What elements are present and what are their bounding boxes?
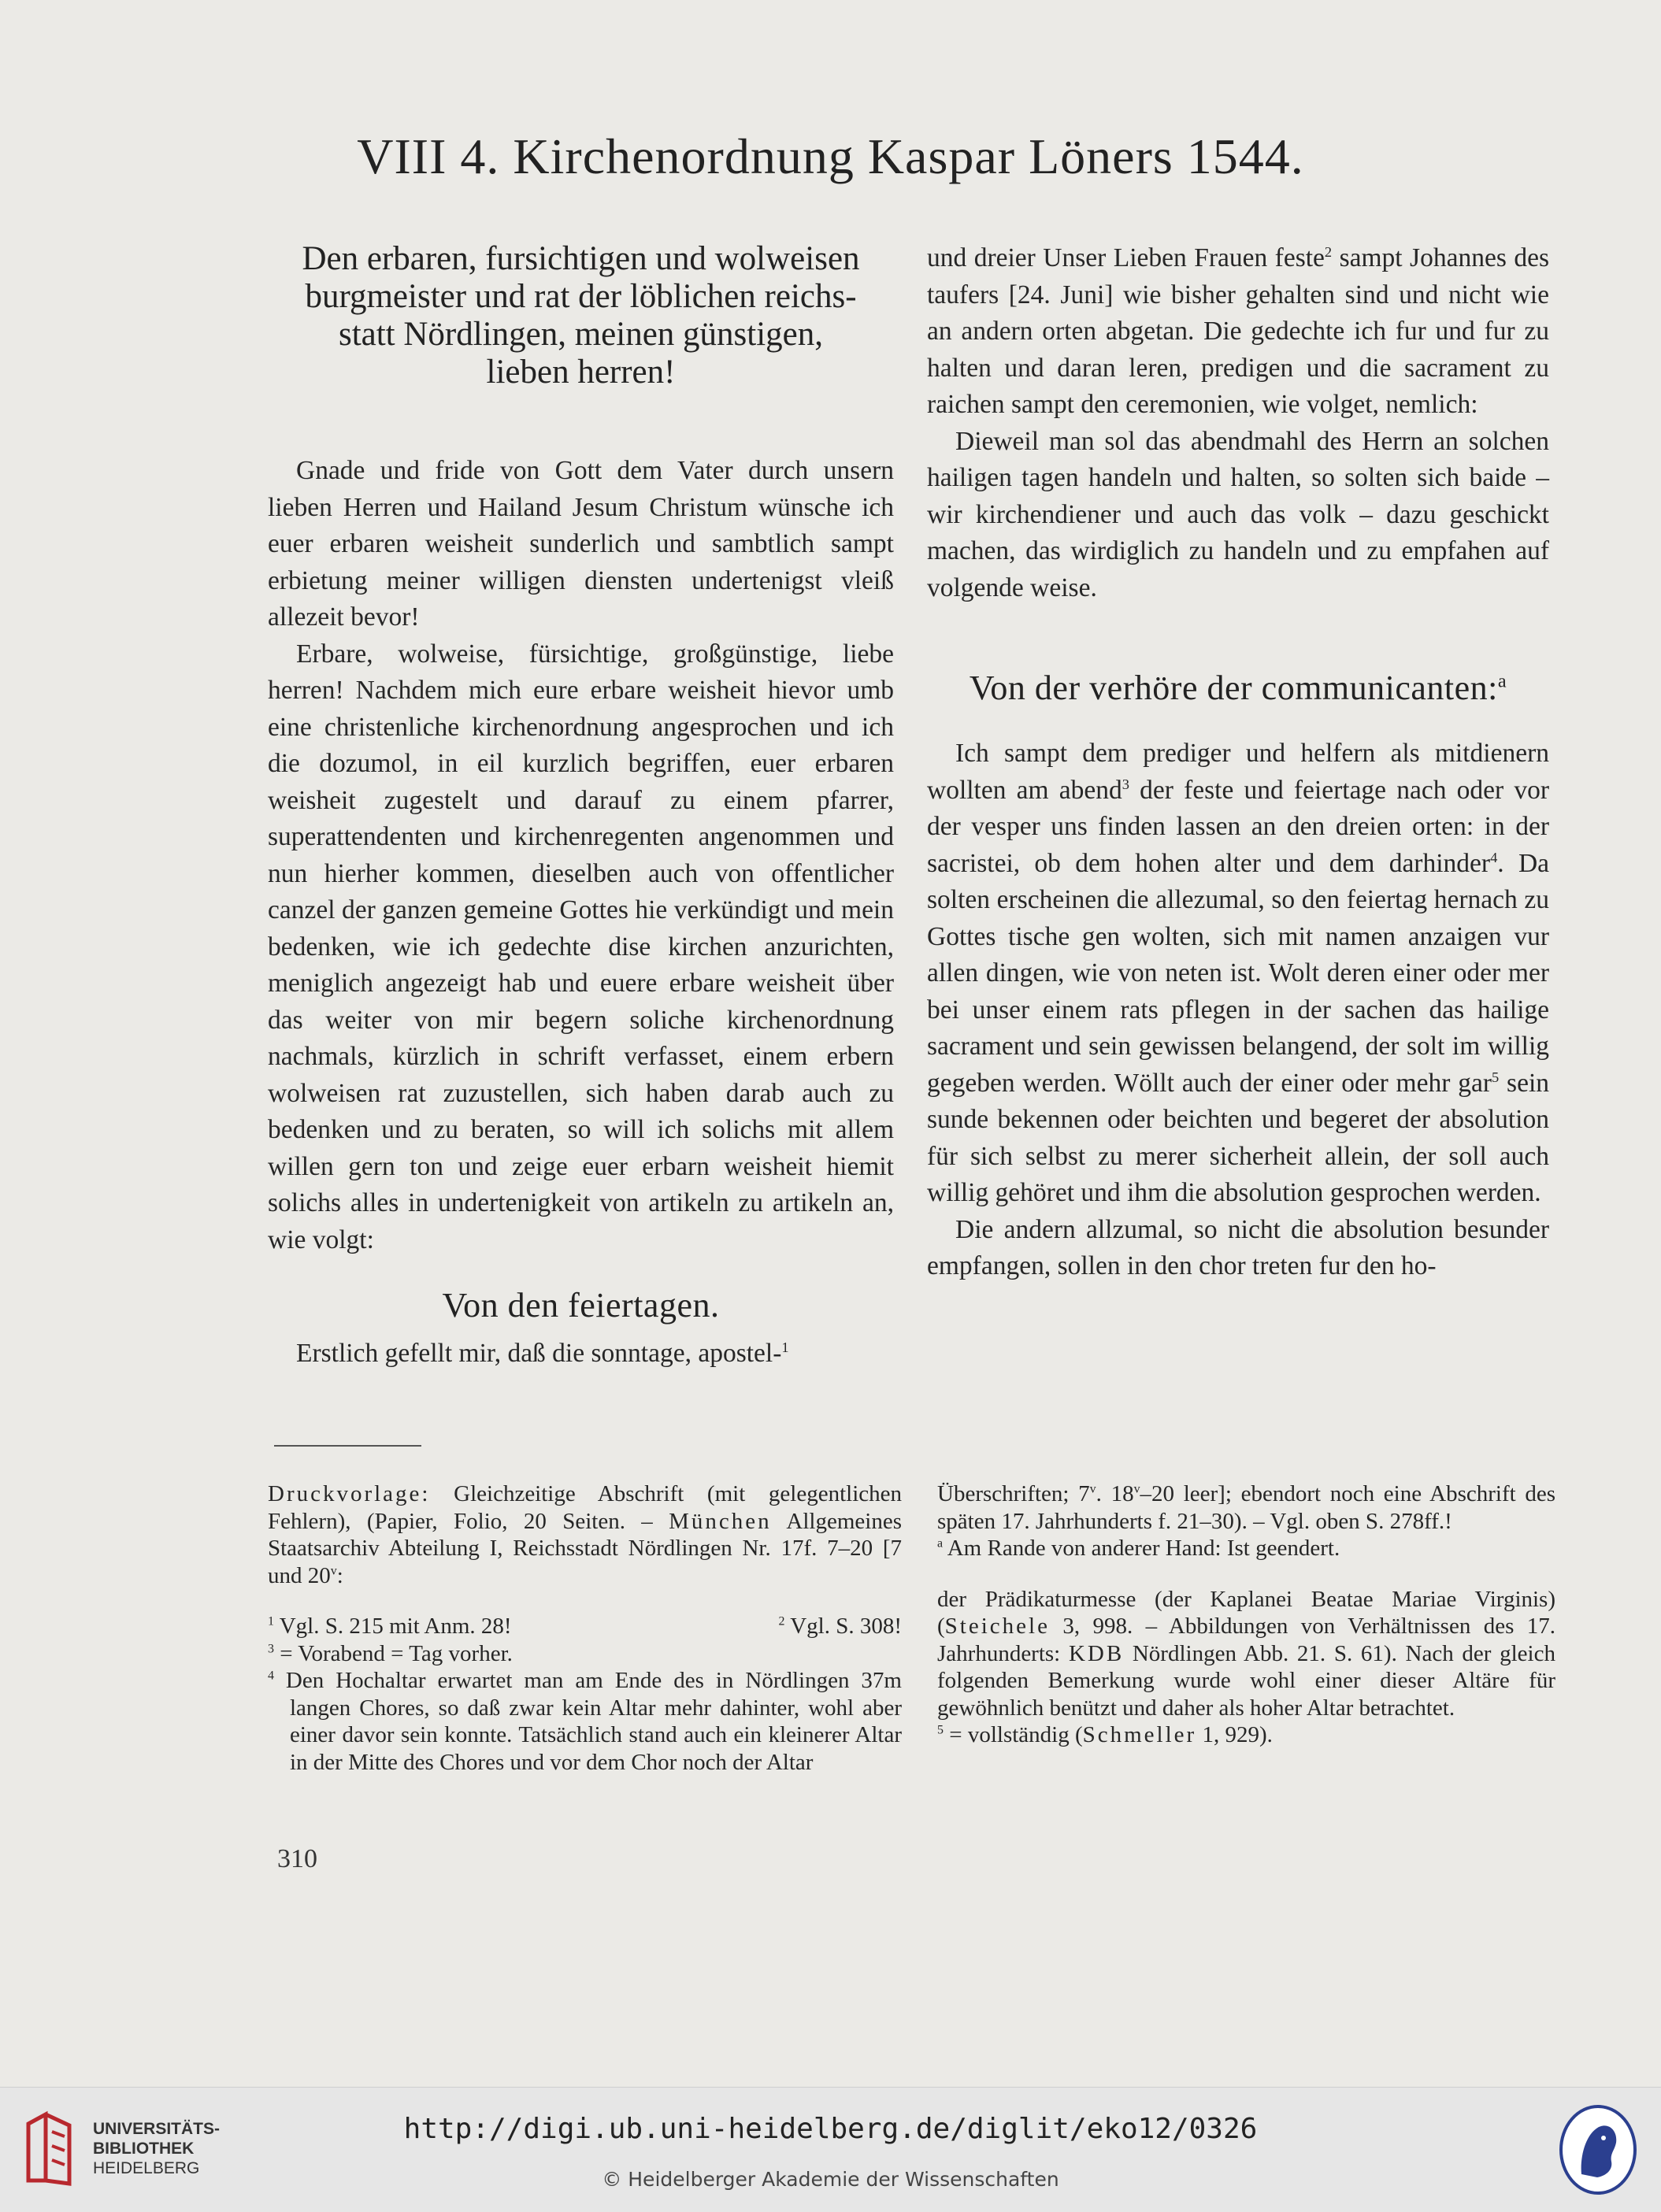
- dedication-line: Den erbaren, fursichtigen und wolweisen: [302, 240, 860, 277]
- footnotes-left: [268, 1480, 902, 1776]
- footnote-ref: 2: [1324, 243, 1333, 260]
- dedication-line: burgmeister und rat der löblichen reichs-: [305, 278, 857, 315]
- permalink-url[interactable]: http://digi.ub.uni-heidelberg.de/diglit/eko12/0326: [403, 2113, 1258, 2145]
- paragraph-chor: Die andern allzumal, so nicht die absolution besunder empfangen, sollen in den chor treten fur den ho-: [927, 1214, 1549, 1280]
- source-note-continued: Überschriften; 7$^v$. 18$^v$–20 leer]; ebendort noch eine Abschrift des späten 17. Jahrhunderts f. 21–30). – Vgl. oben S. 278ff.!: [937, 1481, 1556, 1534]
- footnote-ref: 1: [781, 1339, 789, 1355]
- paragraph-feiertage-start: Erstlich gefellt mir, daß die sonntage, apostel-$^1$: [296, 1339, 789, 1368]
- footnote-ref: a: [1497, 670, 1507, 692]
- copyright-notice: © Heidelberger Akademie der Wissenschaften: [602, 2168, 1059, 2191]
- section-heading-verhoere: Von der verhöre der communicanten:$^a$: [969, 669, 1507, 707]
- footnote-ref: 5: [1492, 1069, 1500, 1085]
- page-title: VIII 4. Kirchenordnung Kaspar Löners 1544.: [357, 128, 1304, 184]
- paragraph-feiertage-continued: und dreier Unser Lieben Frauen feste$^2$ sampt Johannes des taufers [24. Juni] wie bisher gehalten sind und nicht wie an andern orten abgetan. Die gedechte ich fur und fur zu halten und daran leren, predigen und die sacrament zu raichen sampt den ceremonien, wie volget, nemlich:: [927, 243, 1549, 419]
- footnote-1: $^1$ Vgl. S. 215 mit Anm. 28!: [268, 1614, 512, 1639]
- paragraph-greeting: Gnade und fride von Gott dem Vater durch unsern lieben Herren und Hailand Jesum Christum wünsche ich euer erbaren weisheit sunderlich und sambtlich sampt erbietung meiner willigen diensten undertenigst vleiß allezeit bevor!: [268, 456, 894, 632]
- footnote-ref: 4: [1490, 849, 1498, 865]
- right-column: [927, 240, 1549, 1285]
- academy-seal-icon: [1558, 2103, 1638, 2196]
- dedication-line: lieben herren!: [486, 354, 676, 391]
- footnote-pair: [268, 1613, 902, 1640]
- page-number: 310: [277, 1844, 317, 1873]
- dedication-line: statt Nördlingen, meinen günstigen,: [338, 316, 824, 353]
- footnote-5: $^5$ = vollständig (Schmeller 1, 929).: [937, 1722, 1273, 1747]
- footnote-2: $^2$ Vgl. S. 308!: [778, 1614, 902, 1639]
- footnote-4: $^4$ Den Hochaltar erwartet man am Ende des in Nördlingen 37m langen Chores, so daß zwar kein Altar mehr dahinter, wohl aber einer davor sein konnte. Tatsächlich stand auch ein kleinerer Altar in der Mitte des Chores und vor dem Chor noch der Altar: [268, 1668, 902, 1775]
- footnotes-right: [937, 1480, 1555, 1749]
- source-note: Druckvorlage: Gleichzeitige Abschrift (mit gelegentlichen Fehlern), (Papier, Folio, 20 Seiten. – München Allgemeines Staatsarchiv Abteilung I, Reichsstadt Nördlingen Nr. 17f. 7–20 [7 und 20$^v$:: [268, 1481, 902, 1588]
- paragraph-abendmahl: Dieweil man sol das abendmahl des Herrn an solchen hailigen tagen handeln und halten, so solten sich baide – wir kirchendiener und auch das volk – dazu geschickt machen, das wirdiglich zu handeln und zu empfahen auf volgende weise.: [927, 426, 1549, 602]
- footnote-rule: [274, 1445, 421, 1447]
- section-heading-feiertage: Von den feiertagen.: [442, 1286, 720, 1325]
- footnote-4-continued: der Prädikaturmesse (der Kaplanei Beatae Mariae Virginis) (Steichele 3, 998. – Abbildungen von Verhältnissen des 17. Jahrhunderts: KDB Nördlingen Abb. 21. S. 61). Nach der gleich folgenden Bemerkung wurde wohl einer dieser Altäre für gewöhnlich benützt und daher als hoher Altar betrachtet.: [937, 1586, 1555, 1721]
- viewer-footer: [0, 2087, 1661, 2212]
- dedication: [268, 240, 894, 391]
- footnote-ref: 3: [1122, 776, 1129, 792]
- left-column: [268, 240, 894, 1373]
- paragraph-introduction: Erbare, wolweise, fürsichtige, großgünstige, liebe herren! Nachdem mich eure erbare weisheit hievor umb eine christenliche kirchenordnung angesprochen und ich die dozumol, in eil kurzlich begriffen, euer erbaren weisheit zugestelt und darauf zu einem pfarrer, superattendenten und kirchenregenten angenommen und nun hierher kommen, dieselben auch von offentlicher canzel der ganzen gemeine Gottes hie verkündigt und mein bedenken, wie ich gedechte dise kirchen anzurichten, meniglich angezeigt hab und euere erbare weisheit über das weiter von mir begern soliche kirchenordnung nachmals, kürzlich in schrift verfasset, einem erbern wolweisen rat zuzustellen, sich haben darab auch zu bedenken und zu beraten, so will ich solichs mit allem willen gern ton und zeige euer erbarn weisheit hiemit solichs alles in undertenigkeit von artikeln zu artikeln an, wie volgt:: [268, 639, 894, 1254]
- footnote-a: $^a$ Am Rande von anderer Hand: Ist geendert.: [937, 1536, 1340, 1561]
- library-name: UNIVERSITÄTS- BIBLIOTHEK HEIDELBERG: [93, 2120, 221, 2177]
- footnote-3: $^3$ = Vorabend = Tag vorher.: [268, 1640, 513, 1666]
- paragraph-verhoere: Ich sampt dem prediger und helfern als mitdienern wollten am abend$^3$ der feste und feiertage nach oder vor der vesper uns finden lassen an den dreien orten: in der sacristei, ob dem hohen alter und dem darhinder$^4$. Da solten erscheinen die allezumal, so den feiertag hernach zu Gottes tische gen wolten, sich mit namen anzaigen vur allen dingen, wie von neten ist. Wolt deren einer oder mer bei unser einem rats pflegen in der sachen das hailige sacrament und sein gewissen belangend, der solt im willig gegeben werden. Wöllt auch der einer oder mehr gar$^5$ sein sunde bekennen oder beichten und begeret der absolution für sich selbst zu merer sicherheit allein, der soll auch willig gehöret und ihm die absolution gesprochen werden.: [927, 739, 1549, 1207]
